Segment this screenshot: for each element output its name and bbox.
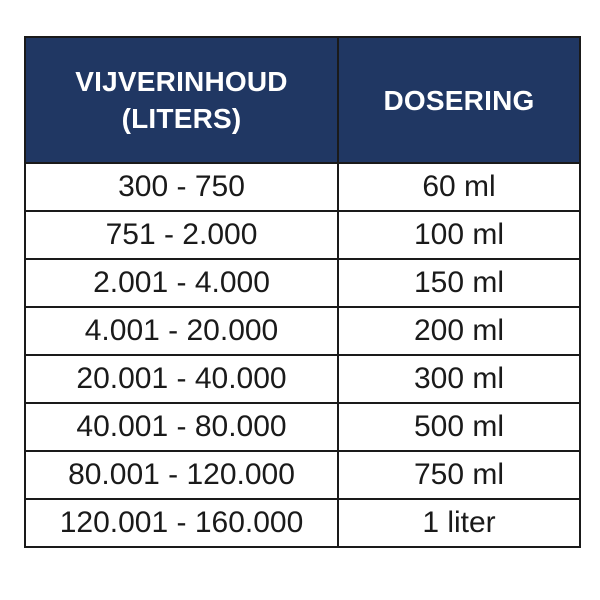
table-row [25, 499, 580, 547]
cell-volume: 4.001 - 20.000 [25, 307, 338, 355]
header-row [25, 37, 580, 163]
table-body [25, 163, 580, 547]
dosage-table [24, 36, 581, 548]
table-row [25, 355, 580, 403]
cell-dosage: 500 ml [338, 403, 580, 451]
table-row [25, 259, 580, 307]
cell-dosage: 750 ml [338, 451, 580, 499]
table-row [25, 211, 580, 259]
cell-volume: 751 - 2.000 [25, 211, 338, 259]
cell-dosage: 300 ml [338, 355, 580, 403]
table-row [25, 307, 580, 355]
cell-volume: 300 - 750 [25, 163, 338, 211]
cell-volume: 2.001 - 4.000 [25, 259, 338, 307]
header-dosage: DOSERING [338, 37, 580, 163]
header-pond-volume [25, 37, 338, 163]
header-pond-volume-line2: (LITERS) [121, 103, 242, 134]
cell-volume: 20.001 - 40.000 [25, 355, 338, 403]
table-row [25, 163, 580, 211]
cell-dosage: 150 ml [338, 259, 580, 307]
cell-dosage: 100 ml [338, 211, 580, 259]
header-pond-volume-line1: VIJVERINHOUD [75, 66, 288, 97]
table-row [25, 451, 580, 499]
cell-volume: 80.001 - 120.000 [25, 451, 338, 499]
cell-dosage: 200 ml [338, 307, 580, 355]
cell-dosage: 60 ml [338, 163, 580, 211]
cell-volume: 120.001 - 160.000 [25, 499, 338, 547]
table-row [25, 403, 580, 451]
cell-dosage: 1 liter [338, 499, 580, 547]
cell-volume: 40.001 - 80.000 [25, 403, 338, 451]
